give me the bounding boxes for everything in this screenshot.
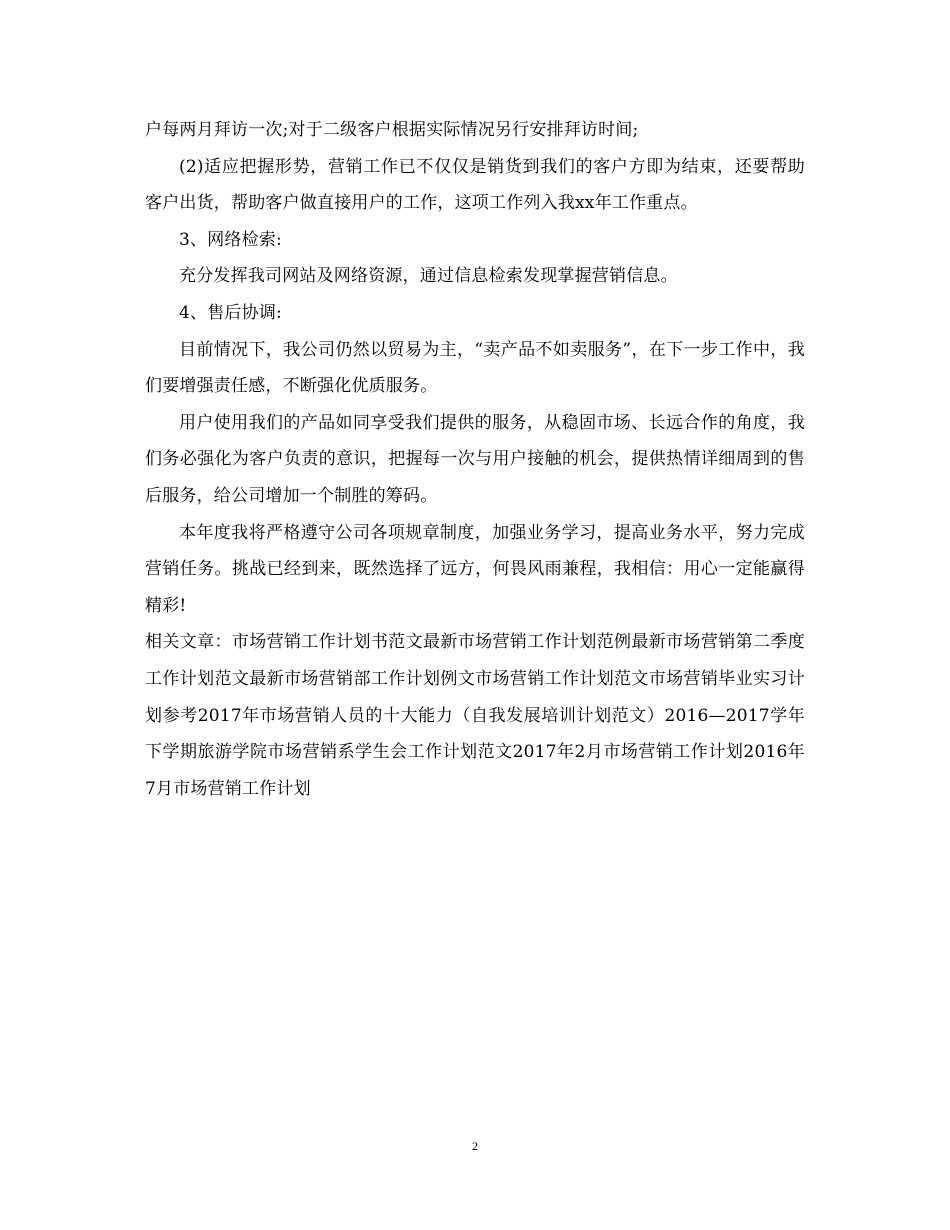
- document-body: [145, 112, 805, 807]
- paragraph-current-situation: 目前情况下，我公司仍然以贸易为主，“卖产品不如卖服务”，在下一步工作中，我们要增强责任感，不断强化优质服务。: [145, 339, 805, 397]
- paragraph-network-resources: 充分发挥我司网站及网络资源，通过信息检索发现掌握营销信息。: [179, 266, 678, 287]
- page-number: 2: [472, 1139, 478, 1153]
- paragraph-annual-commitment: 本年度我将严格遵守公司各项规章制度，加强业务学习，提高业务水平，努力完成营销任务。挑战已经到来，既然选择了远方，何畏风雨兼程，我相信：用心一定能赢得精彩!: [145, 522, 805, 616]
- heading-network-search: 3、网络检索:: [179, 229, 282, 250]
- paragraph-visit-schedule: 户每两月拜访一次;对于二级客户根据实际情况另行安排拜访时间;: [145, 120, 639, 140]
- heading-after-sales: 4、售后协调:: [179, 302, 282, 323]
- paragraph-market-situation: (2)适应把握形势，营销工作已不仅仅是销货到我们的客户方即为结束，还要帮助客户出货，帮助客户做直接用户的工作，这项工作列入我xx年工作重点。: [145, 156, 805, 214]
- paragraph-customer-service: 用户使用我们的产品如同享受我们提供的服务，从稳固市场、长远合作的角度，我们务必强化为客户负责的意识，把握每一次与用户接触的机会，提供热情详细周到的售后服务，给公司增加一个制胜的筹码。: [145, 412, 805, 506]
- related-articles: 相关文章：市场营销工作计划书范文最新市场营销工作计划范例最新市场营销第二季度工作计划范文最新市场营销部工作计划例文市场营销工作计划范文市场营销毕业实习计划参考2017年市场营销人员的十大能力（自我发展培训计划范文）2016—2017学年下学期旅游学院市场营销系学生会工作计划范文2017年2月市场营销工作计划2016年7月市场营销工作计划: [145, 632, 805, 799]
